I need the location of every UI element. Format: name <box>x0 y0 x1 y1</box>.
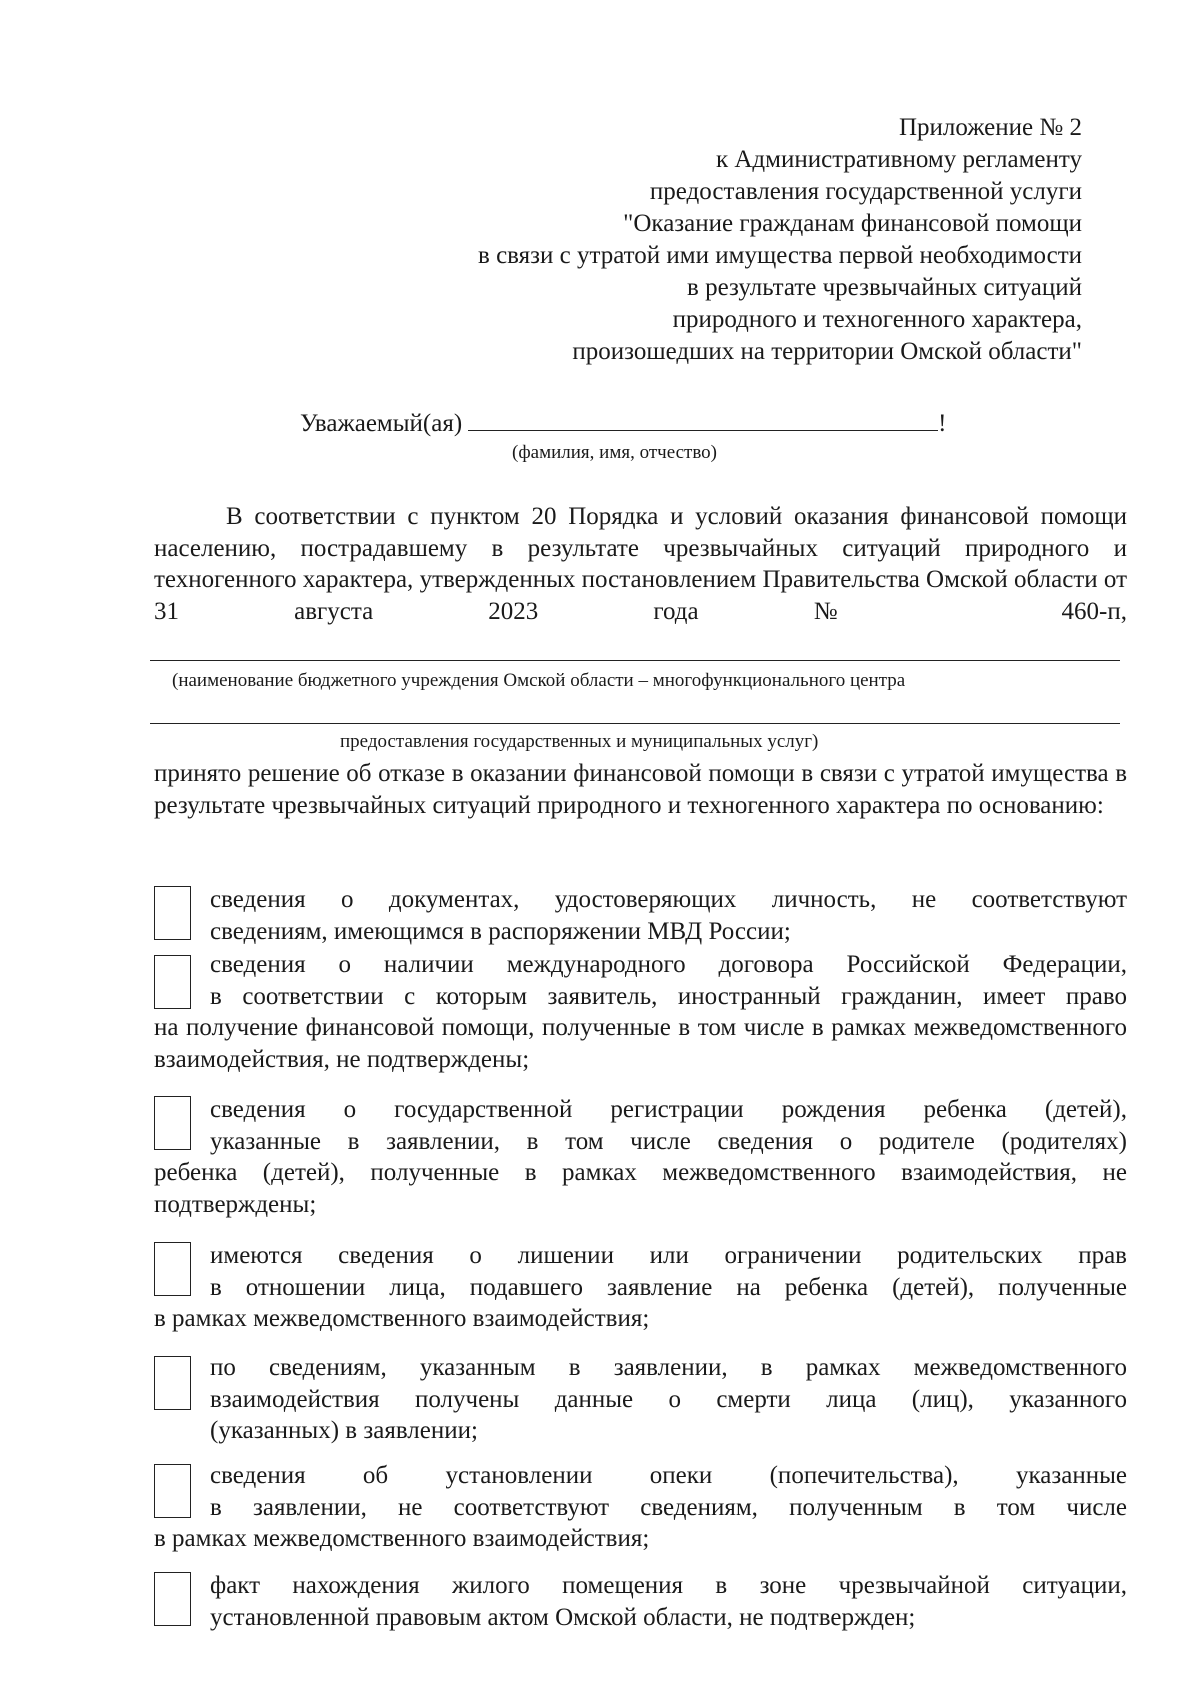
reason-line: в рамках межведомственного взаимодействия; <box>154 1525 650 1552</box>
intro-paragraph: В соответствии с пунктом 20 Порядка и условий оказания финансовой помощи населению, пострадавшему в результате чрезвычайных ситуаций природного и техногенного характера, утвержденных постановлением Правительства Омской области от 31 августа 2023 года № 460-п, <box>154 503 1127 625</box>
reason-checkbox[interactable] <box>154 1096 191 1150</box>
reason-line: факт нахождения жилого помещения в зоне чрезвычайной ситуации, <box>210 1572 1127 1599</box>
reason-line: установленной правовым актом Омской области, не подтвержден; <box>210 1603 916 1631</box>
reason-checkbox[interactable] <box>154 1464 191 1518</box>
reason-item <box>154 1460 1127 1555</box>
header-line: Приложение № 2 <box>898 114 1082 141</box>
reason-checkbox[interactable] <box>154 1356 191 1410</box>
reason-line: взаимодействия получены данные о смерти лица (лиц), указанного <box>210 1385 1127 1413</box>
reason-line: по сведениям, указанным в заявлении, в рамках межведомственного <box>210 1354 1127 1381</box>
reason-line: на получение финансовой помощи, полученные в том числе в рамках межведомственного взаимодействия, не подтверждены; <box>154 1014 1127 1073</box>
header-line: произошедших на территории Омской области" <box>572 338 1082 365</box>
header-line: к Административному регламенту <box>715 146 1082 173</box>
reason-line: ребенка (детей), полученные в рамках межведомственного взаимодействия, не подтверждены; <box>154 1159 1127 1218</box>
reason-checkbox[interactable] <box>154 1242 191 1296</box>
reason-line: в отношении лица, подавшего заявление на ребенка (детей), полученные <box>210 1273 1127 1301</box>
reason-checkbox[interactable] <box>154 886 191 940</box>
reason-line: сведениям, имеющимся в распоряжении МВД России; <box>210 917 791 945</box>
reason-line: сведения о государственной регистрации рождения ребенка (детей), <box>210 1096 1127 1123</box>
org-caption-2: предоставления государственных и муниципальных услуг) <box>340 731 819 752</box>
reason-item <box>154 1570 1127 1633</box>
header-line: природного и техногенного характера, <box>672 306 1082 333</box>
reason-item <box>154 949 1127 1075</box>
org-caption-1: (наименование бюджетного учреждения Омской области – многофункционального центра <box>172 670 906 691</box>
reason-item <box>154 1094 1127 1220</box>
org-name-field-2[interactable] <box>150 723 1120 724</box>
name-caption: (фамилия, имя, отчество) <box>512 442 718 463</box>
reason-line: в соответствии с которым заявитель, иностранный гражданин, имеет право <box>210 982 1127 1010</box>
reason-item <box>154 884 1127 947</box>
reason-line: (указанных) в заявлении; <box>210 1417 478 1444</box>
appendix-header <box>478 112 1082 368</box>
reason-line: указанные в заявлении, в том числе сведения о родителе (родителях) <box>210 1127 1127 1155</box>
decision-paragraph: принято решение об отказе в оказании финансовой помощи в связи с утратой имущества в результате чрезвычайных ситуаций природного и техногенного характера по основанию: <box>154 760 1127 819</box>
reason-line: в рамках межведомственного взаимодействия; <box>154 1305 650 1332</box>
reason-item <box>154 1240 1127 1335</box>
header-line: в результате чрезвычайных ситуаций <box>687 274 1082 301</box>
reason-checkbox[interactable] <box>154 1572 191 1626</box>
greeting-label: Уважаемый(ая) <box>300 410 463 437</box>
greeting-end: ! <box>938 410 947 437</box>
greeting-line <box>300 404 947 438</box>
reason-item <box>154 1352 1127 1447</box>
reason-line: в заявлении, не соответствуют сведениям, полученным в том числе <box>210 1493 1127 1521</box>
reason-checkbox[interactable] <box>154 955 191 1009</box>
reason-line: сведения об установлении опеки (попечительства), указанные <box>210 1462 1127 1489</box>
reason-line: имеются сведения о лишении или ограничении родительских прав <box>210 1242 1127 1269</box>
header-line: "Оказание гражданам финансовой помощи <box>623 210 1082 237</box>
recipient-name-field[interactable] <box>468 404 938 431</box>
header-line: в связи с утратой ими имущества первой необходимости <box>478 242 1082 269</box>
reason-line: сведения о наличии международного договора Российской Федерации, <box>210 951 1127 978</box>
org-name-field-1[interactable] <box>150 660 1120 661</box>
reason-line: сведения о документах, удостоверяющих личность, не соответствуют <box>210 886 1127 913</box>
header-line: предоставления государственной услуги <box>649 178 1082 205</box>
